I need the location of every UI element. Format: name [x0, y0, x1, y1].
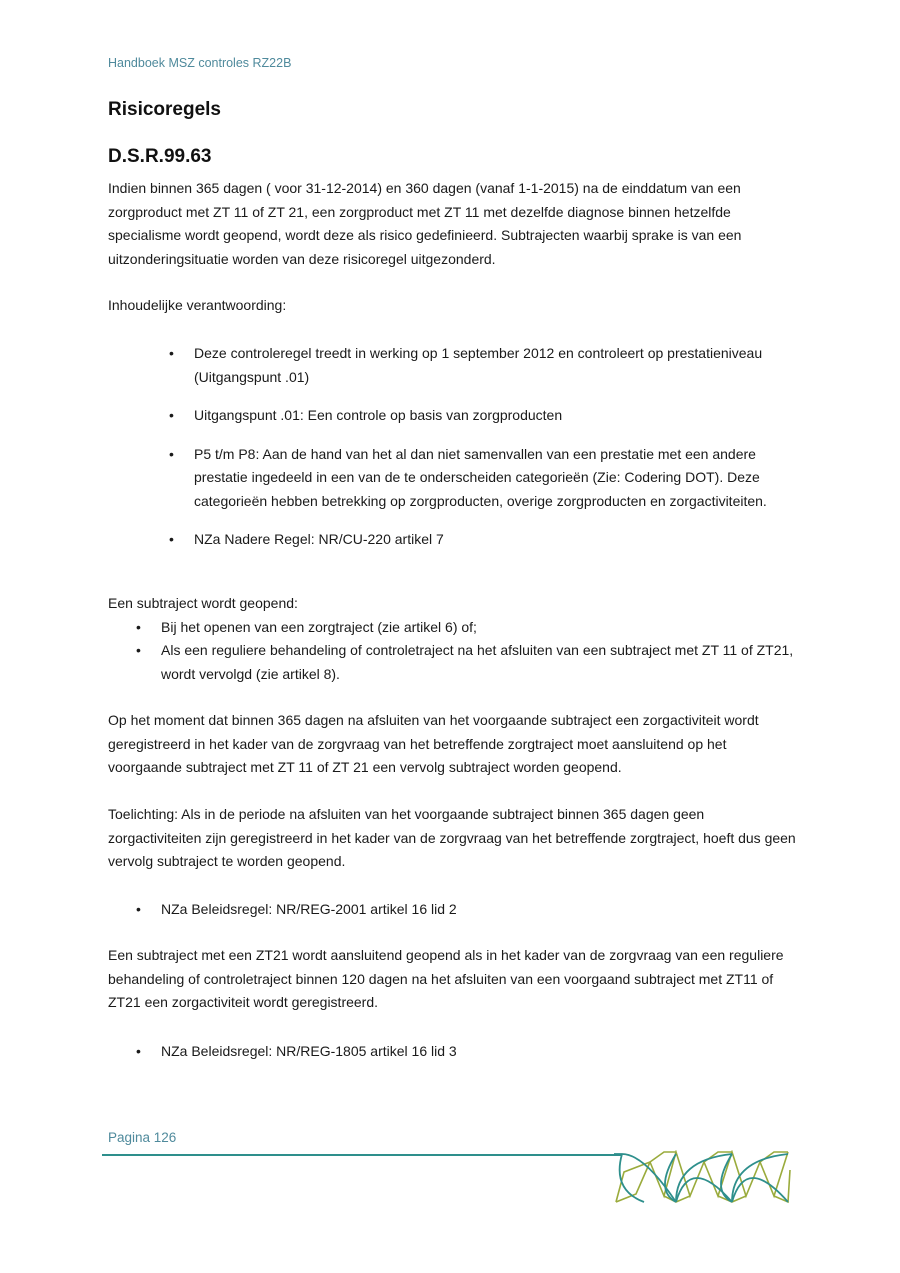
- bullet-icon: •: [169, 345, 174, 361]
- subtraject-item-text: Bij het openen van een zorgtraject (zie artikel 6) of;: [161, 618, 477, 635]
- justification-item-text: NZa Nadere Regel: NR/CU-220 artikel 7: [194, 531, 444, 547]
- running-header: Handboek MSZ controles RZ22B: [108, 56, 292, 70]
- bullet-icon: •: [136, 618, 141, 635]
- intro-paragraph: [108, 177, 798, 271]
- moment-text: Op het moment dat binnen 365 dagen na afsluiten van het voorgaande subtraject een zorgactiviteit wordt geregistreerd in het kader van de zorgvraag van het betreffende zorgtraject moet aansluitend op het voorgaande subtraject met ZT 11 of ZT 21 een vervolg subtraject worden geopend.: [108, 712, 759, 775]
- subtraject-label: Een subtraject wordt geopend:: [108, 595, 298, 611]
- subtraject-item: [108, 639, 798, 686]
- justification-item: [108, 404, 798, 428]
- rule-code-heading: D.S.R.99.63: [108, 146, 212, 167]
- bullet-icon: •: [136, 901, 141, 917]
- subtraject-item: [108, 616, 798, 640]
- justification-item-text: Deze controleregel treedt in werking op 1 september 2012 en controleert op prestatieniveau (Uitgangspunt .01): [194, 345, 763, 385]
- moment-paragraph: [108, 709, 798, 780]
- bullet-icon: •: [169, 531, 174, 547]
- reference-2-text: NZa Beleidsregel: NR/REG-1805 artikel 16 lid 3: [161, 1043, 457, 1059]
- zt21-text: Een subtraject met een ZT21 wordt aansluitend geopend als in het kader van de zorgvraag van een reguliere behandeling of controletraject binnen 120 dagen na het afsluiten van een voorgaand subtraject met ZT11 of ZT21 een zorgactiviteit wordt geregistreerd.: [108, 947, 784, 1010]
- subtraject-item-text: Als een reguliere behandeling of controletraject na het afsluiten van een subtraject met ZT 11 of ZT21, wordt vervolgd (zie artikel 8).: [161, 642, 794, 682]
- bullet-icon: •: [136, 1043, 141, 1059]
- decorative-pattern-icon: [614, 1150, 794, 1206]
- justification-item-text: Uitgangspunt .01: Een controle op basis van zorgproducten: [194, 407, 563, 423]
- toelichting-paragraph: [108, 803, 798, 874]
- justification-item: [108, 528, 798, 552]
- subtraject-section: [108, 592, 798, 686]
- toelichting-text: Toelichting: Als in de periode na afsluiten van het voorgaande subtraject binnen 365 dagen geen zorgactiviteiten zijn geregistreerd in het kader van de zorgvraag van het betreffende zorgtraject, hoeft dus geen vervolg subtraject te worden geopend.: [108, 806, 796, 869]
- reference-1-text: NZa Beleidsregel: NR/REG-2001 artikel 16 lid 2: [161, 901, 457, 917]
- section-heading: Risicoregels: [108, 99, 221, 120]
- justification-item: [108, 342, 798, 389]
- bullet-icon: •: [169, 445, 174, 462]
- intro-text: Indien binnen 365 dagen ( voor 31-12-2014) en 360 dagen (vanaf 1-1-2015) na de einddatum van een zorgproduct met ZT 11 of ZT 21, een zorgproduct met ZT 11 met dezelfde diagnose binnen hetzelfde specialisme wordt geopend, wordt deze als risico gedefinieerd. Subtrajecten waarbij sprake is van een uitzonderingsituatie worden van deze risicoregel uitgezonderd.: [108, 180, 742, 267]
- justification-item-text: P5 t/m P8: Aan de hand van het al dan niet samenvallen van een prestatie met een andere prestatie ingedeeld in een van de te onderscheiden categorieën (Zie: Codering DOT). Deze categorieën hebben betrekking op zorgproducten, overige zorgproducten en zorgactiviteiten.: [194, 445, 767, 509]
- justification-list: [108, 342, 798, 567]
- bullet-icon: •: [169, 407, 174, 423]
- footer-divider: [102, 1154, 622, 1156]
- justification-label-text: Inhoudelijke verantwoording:: [108, 297, 287, 313]
- justification-item: [108, 443, 798, 514]
- justification-label: [108, 294, 798, 318]
- zt21-paragraph: [108, 944, 798, 1015]
- bullet-icon: •: [136, 642, 141, 658]
- page-number: Pagina 126: [108, 1130, 177, 1145]
